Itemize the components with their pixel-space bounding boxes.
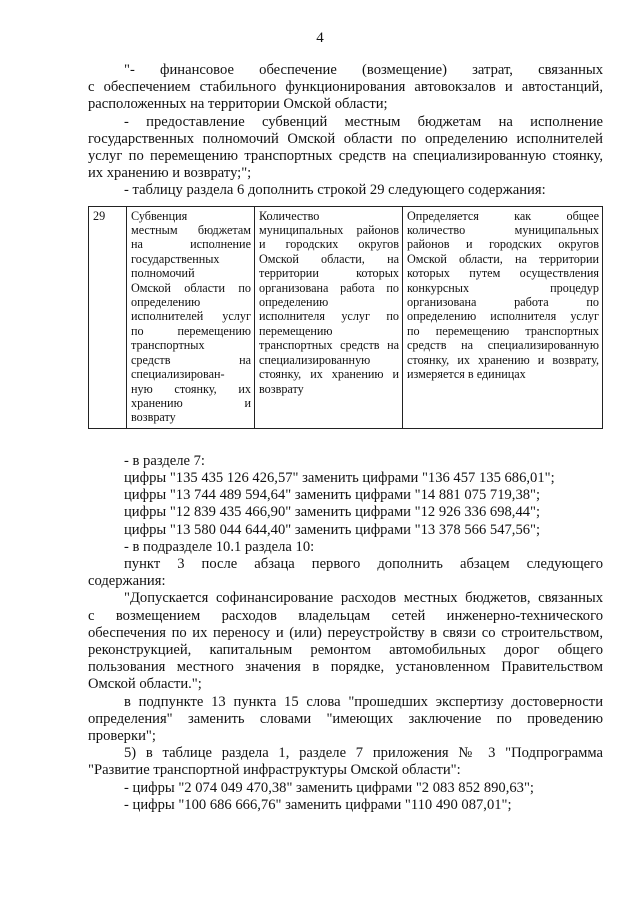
- text-line: пункт 3 после абзаца первого дополнить абзацем следующего: [124, 555, 603, 572]
- cell-line: средств на специализированную: [407, 338, 599, 353]
- cell-line: специализирован-: [131, 367, 225, 382]
- cell-line: исполнителя услуг по: [259, 309, 399, 324]
- cell-line: конкурсных процедур: [407, 280, 599, 295]
- paragraph-subpoint13: [88, 694, 603, 746]
- cell-line: Количество: [259, 208, 320, 223]
- figures-line: цифры "12 839 435 466,90" заменить цифрами "12 926 336 698,44";: [124, 504, 541, 521]
- cell-line: и городских округов: [259, 237, 399, 252]
- cell-line: по перемещению: [131, 323, 251, 338]
- cell-line: стоянку, их хранению и: [259, 367, 399, 382]
- text-line: "Допускается софинансирование расходов местных бюджетов, связанных: [124, 590, 603, 607]
- paragraph-item5: [88, 745, 603, 779]
- text-line: услуг по перемещению транспортных средств на специализированную стоянку,: [88, 148, 603, 165]
- text-line: 5) в таблице раздела 1, разделе 7 приложения № 3 "Подпрограмма: [124, 745, 603, 762]
- cell-line: муниципальных районов: [259, 223, 399, 238]
- figures-line: цифры "135 435 126 426,57" заменить цифрами "136 457 135 686,01";: [124, 469, 555, 486]
- text-line: в подпункте 13 пункта 15 слова "прошедших экспертизу достоверности: [124, 693, 603, 710]
- cell-line: полномочий: [131, 266, 195, 281]
- cell-line: количество муниципальных: [407, 223, 599, 238]
- text-line: с возмещением расходов владельцам сетей инженерно-технического: [88, 607, 603, 624]
- cell-line: Определяется как общее: [407, 208, 599, 223]
- cell-line: средств на: [131, 352, 251, 367]
- text-line: Омской области.";: [88, 676, 202, 693]
- table-row: [89, 206, 603, 428]
- cell-line: транспортных: [131, 338, 205, 353]
- cell-line: которых путем осуществления: [407, 266, 599, 281]
- cell-line: Омской области по: [131, 280, 251, 295]
- row-number-cell: [89, 206, 127, 428]
- cell-line: организована работа по: [407, 295, 599, 310]
- cell-line: на исполнение: [131, 237, 251, 252]
- subsection-intro: - в подразделе 10.1 раздела 10:: [124, 538, 315, 555]
- cell-line: определению: [131, 295, 201, 310]
- figures-line: цифры "13 744 489 594,64" заменить цифрами "14 881 075 719,38";: [124, 487, 541, 504]
- paragraph-financial-support: [88, 62, 603, 114]
- page-number: 4: [316, 30, 324, 46]
- text-line: "- финансовое обеспечение (возмещение) затрат, связанных: [124, 62, 603, 78]
- cell-line: территории которых: [259, 266, 399, 281]
- text-line: проверки";: [88, 727, 156, 744]
- table-intro: - таблицу раздела 6 дополнить строкой 29 следующего содержания:: [124, 182, 546, 199]
- cell-line: определению: [259, 295, 329, 310]
- text-line: - предоставление субвенций местным бюджетам на исполнение: [124, 113, 603, 130]
- row-number: 29: [93, 208, 106, 223]
- figures-line: цифры "13 580 044 644,40" заменить цифрами "13 378 566 547,56";: [124, 521, 541, 538]
- indicator-name-cell: [127, 206, 255, 428]
- cell-line: организована работа по: [259, 280, 399, 295]
- cell-line: районов и городских округов: [407, 237, 599, 252]
- cell-line: Омской области, на территории: [407, 251, 599, 266]
- cell-line: Субвенция: [131, 208, 188, 223]
- text-line: определения" заменить словами "имеющих заключение по проведению: [88, 710, 603, 727]
- section7-intro: - в разделе 7:: [124, 452, 205, 469]
- cell-line: по перемещению транспортных: [407, 323, 599, 338]
- text-line: расположенных на территории Омской области;: [88, 96, 388, 113]
- cell-line: местным бюджетам: [131, 223, 251, 238]
- cell-line: хранению и: [131, 395, 251, 410]
- text-line: обеспечения по их переносу и (или) переустройству в связи со строительством,: [88, 624, 603, 641]
- text-line: с обеспечением стабильного функционирования автовокзалов и автостанций,: [88, 79, 603, 96]
- figures-line: - цифры "100 686 666,76" заменить цифрами "110 490 087,01";: [124, 796, 512, 813]
- text-line: пользования местного значения в порядке, установленном Правительством: [88, 659, 603, 676]
- text-line: "Развитие транспортной инфраструктуры Омской области":: [88, 762, 461, 779]
- cell-line: возврату: [259, 381, 304, 396]
- text-line: их хранению и возврату;";: [88, 165, 252, 182]
- cell-line: перемещению: [259, 323, 333, 338]
- paragraph-quote: [88, 590, 603, 693]
- document-body: [88, 62, 603, 814]
- paragraph-subsidy: [88, 114, 603, 183]
- cell-line: стоянку, их хранению и возврату,: [407, 352, 599, 367]
- text-line: содержания:: [88, 573, 166, 590]
- cell-line: Омской области, на: [259, 251, 399, 266]
- cell-line: специализированную: [259, 352, 371, 367]
- cell-line: определению исполнителя услуг: [407, 309, 599, 324]
- text-line: государственных полномочий Омской области по определению исполнителей: [88, 130, 603, 147]
- paragraph-point3: [88, 556, 603, 590]
- calculation-method-cell: [403, 206, 603, 428]
- cell-line: измеряется в единицах: [407, 367, 526, 382]
- cell-line: транспортных средств на: [259, 338, 399, 353]
- cell-line: возврату: [131, 410, 176, 425]
- indicator-value-cell: [255, 206, 403, 428]
- cell-line: ную стоянку, их: [131, 381, 251, 396]
- cell-line: государственных: [131, 251, 220, 266]
- figures-line: - цифры "2 074 049 470,38" заменить цифрами "2 083 852 890,63";: [124, 779, 534, 796]
- text-line: реконструкцией, капитальным ремонтом автомобильных дорог общего: [88, 641, 603, 658]
- cell-line: исполнителей услуг: [131, 309, 251, 324]
- indicator-table: [88, 206, 603, 429]
